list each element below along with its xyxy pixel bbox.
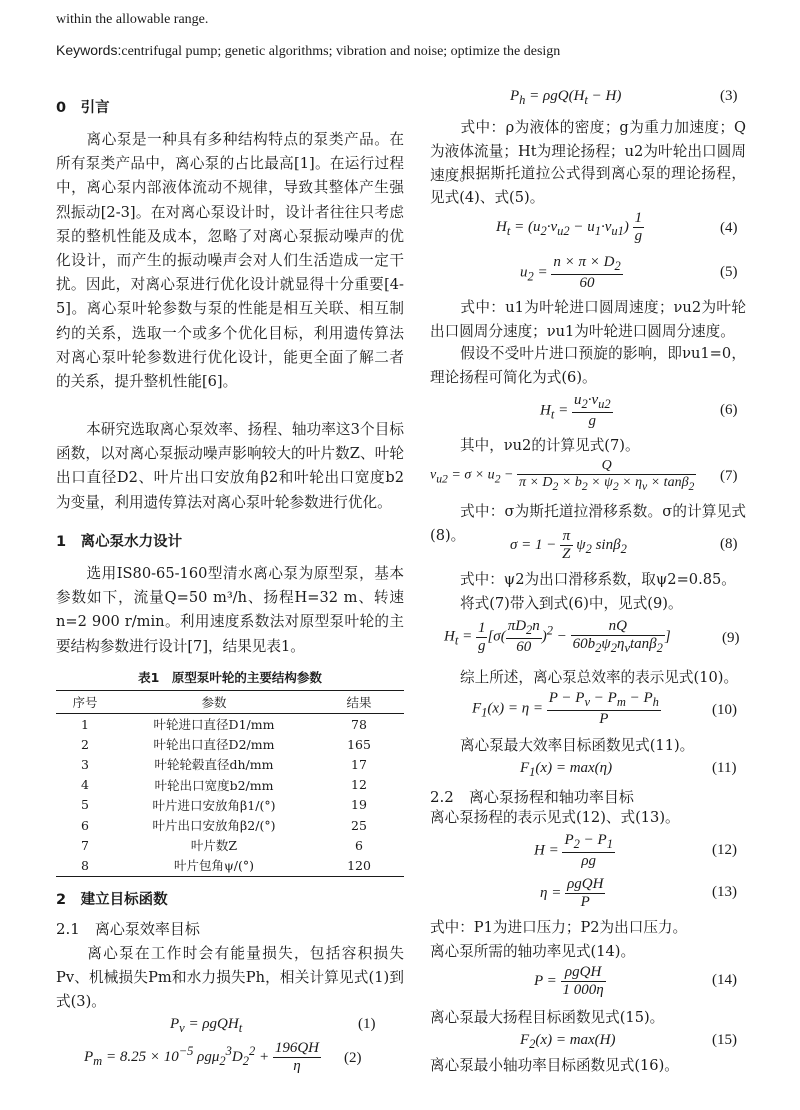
paragraph-max-head <box>430 1006 746 1030</box>
paragraph-after-eq5 <box>430 296 746 344</box>
table-row <box>56 714 404 735</box>
table-cell: 8 <box>56 855 114 876</box>
table-cell: 3 <box>81 756 89 772</box>
table-row <box>56 734 404 754</box>
table-cell: 19 <box>351 797 367 813</box>
paragraph-shaft <box>430 940 746 964</box>
paragraph-min-power-text: 离心泵最小轴功率目标函数见式(16)。 <box>430 1057 679 1074</box>
paragraph-pressure <box>430 916 746 940</box>
table-cell: 2 <box>81 736 89 752</box>
table-cell: 叶轮出口直径D2/mm <box>153 737 275 753</box>
paragraph-vu2-text: 其中，νu2的计算见式(7)。 <box>460 437 640 454</box>
equation-8-number: (8) <box>720 536 738 552</box>
table-row <box>56 835 404 855</box>
section-0-title: 0 引言 <box>56 100 110 116</box>
equation-15-number: (15) <box>712 1032 737 1048</box>
table-cell: 120 <box>314 855 404 876</box>
equation-11: $F_1(x) = \max(\eta)$ <box>520 760 613 779</box>
paragraph-euler-text: 根据斯托道拉公式得到离心泵的理论扬程，见式(4)、式(5)。 <box>430 165 746 207</box>
paragraph-max-eff <box>430 734 746 758</box>
paragraph-head <box>430 806 746 830</box>
equation-6: $H_t$ = $\frac{u_2\cdot\nu_{u2}}{g}$ <box>540 392 611 429</box>
table-cell: 叶片进口安放角β1/(°) <box>152 797 276 813</box>
equation-2-number: (2) <box>344 1050 362 1066</box>
table-row <box>56 775 404 795</box>
table-header-row <box>56 691 404 714</box>
equation-9: $H_t$ = $\frac{1}{g}$ [σ( $\frac{\pi D_2n}{60}$ )$^2$ − $\frac{nQ}{60b_2\psi_2\eta_v\tan\beta_2}$ ] <box>444 618 671 655</box>
paragraph-substitute-text: 将式(7)带入到式(6)中，见式(9)。 <box>460 595 683 612</box>
table-header-cell: 参数 <box>114 691 314 714</box>
table-cell: 叶片出口安放角β2/(°) <box>152 818 276 834</box>
paragraph-total <box>430 666 746 690</box>
intro-paragraph-1-text: 离心泵是一种具有多种结构特点的泵类产品。在所有泵类产品中，离心泵的占比最高[1]。在运行过程中，离心泵内部液体流动不规律，导致其整体产生强烈振动[2-3]。在对离心泵设计时，设计者往往只考虑泵的整机性能及成本，忽略了对离心泵振动噪声的优化设计，而产生的振动噪声会对人们生活造成一定干扰。因此，对离心泵进行优化设计就显得十分重要[4-5]。离心泵叶轮参数与泵的性能是相互关联、相互制约的关系，选取一个或多个优化目标，利用遗传算法对离心泵叶轮参数进行优化设计，能更全面了解二者的关系，提升整机性能[6]。 <box>56 131 404 391</box>
equation-6-number: (6) <box>720 402 738 418</box>
table-row <box>56 855 404 876</box>
table-cell: 78 <box>351 716 367 732</box>
table-row <box>56 754 404 774</box>
table-cell: 165 <box>347 736 371 752</box>
intro-paragraph-2-text: 本研究选取离心泵效率、扬程、轴功率这3个目标函数，以对离心泵振动噪声影响较大的叶片数Z、叶轮出口直径D2、叶片出口安放角β2和叶轮出口宽度b2为变量，利用遗传算法对离心泵叶轮参数进行优化。 <box>56 421 404 511</box>
paragraph-after-eq5-text: 式中：u1为叶轮进口圆周速度；νu2为叶轮出口圆周分速度；νu1为叶轮进口圆周分速度。 <box>430 299 746 341</box>
paragraph-sigma-text: 式中：σ为斯托道拉滑移系数。σ的计算见式(8)。 <box>430 503 746 545</box>
paragraph-head-text: 离心泵扬程的表示见式(12)、式(13)。 <box>430 809 680 826</box>
paragraph-assume <box>430 342 746 390</box>
table-row <box>56 815 404 835</box>
equation-10: $F_1(x) = \eta$ = $\frac{P - P_v - P_m - P_h}{P}$ <box>472 690 659 727</box>
equation-13: η = $\frac{\text{ρgQH}}{P}$ <box>540 876 604 910</box>
intro-paragraph-2 <box>56 418 404 515</box>
table-cell: 6 <box>355 837 363 853</box>
table-cell: 4 <box>81 777 89 793</box>
paragraph-max-head-text: 离心泵最大扬程目标函数见式(15)。 <box>430 1009 665 1026</box>
equation-9-number: (9) <box>722 630 740 646</box>
equation-14-number: (14) <box>712 972 737 988</box>
table-cell: 5 <box>81 797 89 813</box>
table-cell: 7 <box>81 837 89 853</box>
section-2-1-paragraph <box>56 942 404 1015</box>
paragraph-max-eff-text: 离心泵最大效率目标函数见式(11)。 <box>460 737 695 754</box>
paragraph-total-text: 综上所述，离心泵总效率的表示见式(10)。 <box>460 669 739 686</box>
intro-paragraph-1 <box>56 128 404 394</box>
table-header-cell: 结果 <box>314 691 404 714</box>
paragraph-psi-text: 式中：ψ2为出口滑移系数，取ψ2=0.85。 <box>460 571 736 588</box>
paragraph-after-eq3-text: 式中：ρ为液体的密度；g为重力加速度；Q为液体流量；Ht为理论扬程；u2为叶轮出口圆周速度。 <box>430 119 746 185</box>
keywords-label: Keywords: <box>56 42 122 58</box>
paragraph-pressure-text: 式中：P1为进口压力；P2为出口压力。 <box>430 919 688 936</box>
table-cell: 1 <box>81 716 89 732</box>
table-cell: 12 <box>351 777 367 793</box>
section-1-paragraph-text: 选用IS80-65-160型清水离心泵为原型泵，基本参数如下，流量Q=50 m³/h、扬程H=32 m、转速n=2 900 r/min。利用速度系数法对原型泵叶轮的主要结构参数进行设计[7]，结果见表1。 <box>56 565 404 655</box>
equation-13-number: (13) <box>712 884 737 900</box>
equation-15: $F_2(x) = \max(H)$ <box>520 1032 616 1051</box>
equation-7-number: (7) <box>720 468 738 484</box>
section-1-paragraph <box>56 562 404 659</box>
equation-7: $\nu_{u2} = \sigma \times u_2$ − $\frac{Q}{\pi \times D_2 \times b_2 \times \psi_2 \times \eta_v \times \tan\beta_2}$ <box>430 458 695 493</box>
equation-5: $u_2$ = $\frac{n \times \pi \times D_2}{60}$ <box>520 254 621 291</box>
equation-11-number: (11) <box>712 760 737 776</box>
table-1 <box>56 690 404 877</box>
table-cell: 叶轮轮毂直径dh/mm <box>154 757 274 773</box>
table-row <box>56 795 404 815</box>
table-cell: 叶片包角ψ/(°) <box>114 855 314 876</box>
table-cell: 叶片数Z <box>190 838 238 854</box>
paragraph-assume-text: 假设不受叶片进口预旋的影响，即νu1=0，理论扬程可简化为式(6)。 <box>430 345 746 387</box>
paragraph-min-power <box>430 1054 746 1078</box>
equation-4-number: (4) <box>720 220 738 236</box>
section-2-1-paragraph-text: 离心泵在工作时会有能量损失，包括容积损失Pv、机械损失Pm和水力损失Ph，相关计算见式(1)到式(3)。 <box>56 945 404 1011</box>
table-cell: 17 <box>351 756 367 772</box>
equation-14: P = $\frac{\text{ρgQH}}{1 000\eta}$ <box>534 964 604 998</box>
table-cell: 叶轮进口直径D1/mm <box>153 717 275 733</box>
section-2-title: 2 建立目标函数 <box>56 892 168 908</box>
equation-3-number: (3) <box>720 88 738 104</box>
section-2-1-title: 2.1 离心泵效率目标 <box>56 920 200 938</box>
paragraph-substitute <box>430 592 746 616</box>
equation-1: $P_v = \rho gQH_t$ <box>170 1016 243 1035</box>
equation-3: $P_h = \rho gQ(H_t - H)$ <box>510 88 622 107</box>
abstract-tail: within the allowable range. <box>56 12 209 27</box>
table-header-cell: 序号 <box>56 691 114 714</box>
equation-8: σ = 1 − $\frac{\pi}{Z}$ $\psi_2$ sinβ$_2$ <box>510 528 627 562</box>
equation-1-number: (1) <box>358 1016 376 1032</box>
equation-2: $P_m = 8.25 \times 10^{-5}$ $\rho g\mu_2^3D_2^2$ + $\frac{196QH}{\eta}$ <box>84 1040 320 1074</box>
paragraph-shaft-text: 离心泵所需的轴功率见式(14)。 <box>430 943 636 960</box>
paragraph-psi <box>430 568 746 592</box>
table-cell: 叶轮出口宽度b2/mm <box>154 777 274 793</box>
section-2-2-title: 2.2 离心泵扬程和轴功率目标 <box>430 788 634 806</box>
table-cell: 25 <box>351 817 367 833</box>
table-1-caption: 表1 原型泵叶轮的主要结构参数 <box>138 670 322 685</box>
equation-5-number: (5) <box>720 264 738 280</box>
keywords-text: centrifugal pump; genetic algorithms; vibration and noise; optimize the design <box>121 44 561 59</box>
equation-12-number: (12) <box>712 842 737 858</box>
equation-12: H = $\frac{P_2 - P_1}{\rho g}$ <box>534 832 613 869</box>
paragraph-euler <box>430 162 746 210</box>
paragraph-vu2 <box>430 434 746 458</box>
section-1-title: 1 离心泵水力设计 <box>56 534 183 550</box>
equation-10-number: (10) <box>712 702 737 718</box>
keywords-line <box>56 40 560 60</box>
table-cell: 6 <box>81 817 89 833</box>
equation-4: $H_t = (u_2\cdot\nu_{u2} - u_1\cdot\nu_{u1})$ $\frac{1}{g}$ <box>496 210 643 244</box>
